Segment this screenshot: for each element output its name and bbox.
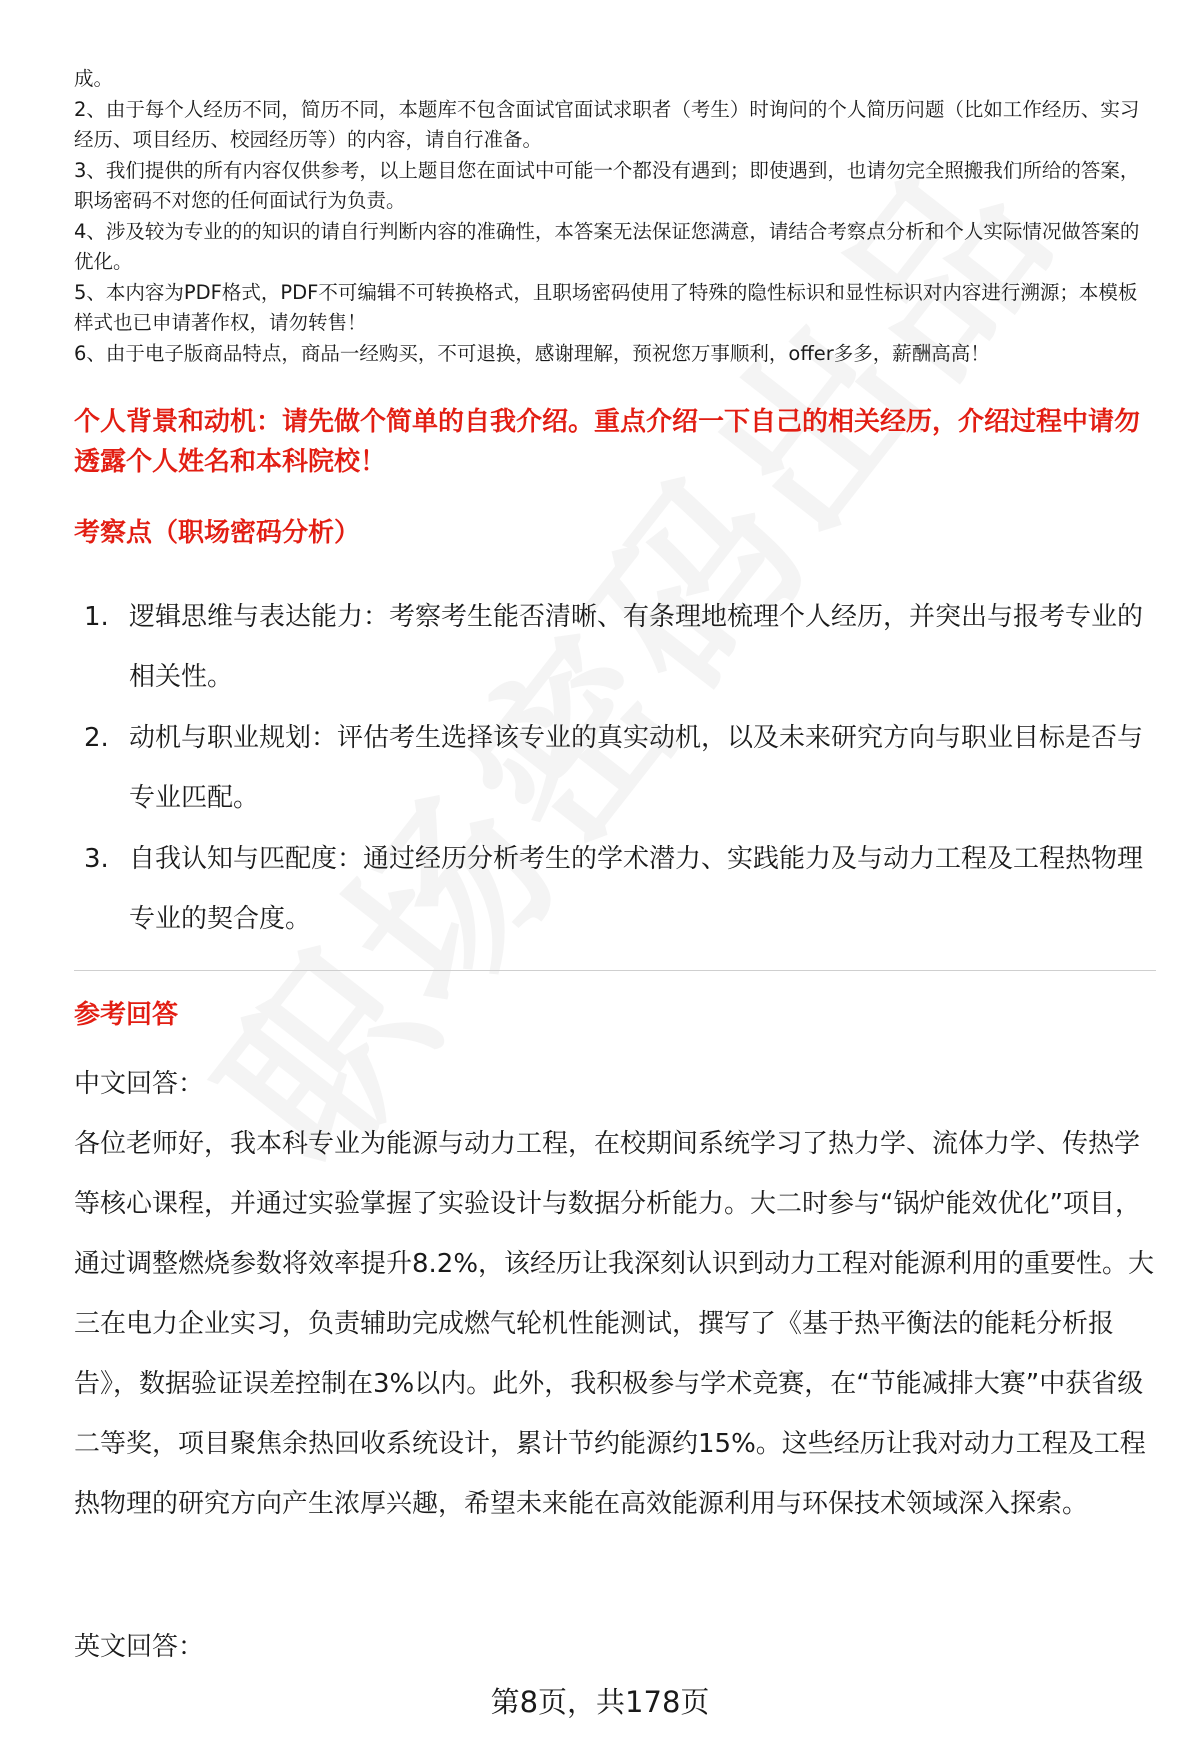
chinese-answer	[74, 1054, 1156, 1534]
point-text: 逻辑思维与表达能力：考察考生能否清晰、有条理地梳理个人经历，并突出与报考专业的相关性。	[129, 602, 1144, 692]
point-text: 自我认知与匹配度：通过经历分析考生的学术潜力、实践能力及与动力工程及工程热物理专业的契合度。	[129, 844, 1144, 934]
notice-item: 2、由于每个人经历不同，简历不同，本题库不包含面试官面试求职者（考生）时询问的个人简历问题（比如工作经历、实习经历、项目经历、校园经历等）的内容，请自行准备。	[74, 97, 1140, 151]
point-number: 2.	[84, 723, 109, 753]
analysis-point	[74, 587, 1154, 707]
analysis-heading: 考察点（职场密码分析）	[74, 518, 361, 548]
point-text: 动机与职业规划：评估考生选择该专业的真实动机，以及未来研究方向与职业目标是否与专业匹配。	[129, 723, 1144, 813]
notice-item: 5、本内容为PDF格式，PDF不可编辑不可转换格式，且职场密码使用了特殊的隐性标识和显性标识对内容进行溯源；本模板样式也已申请著作权，请勿转售！	[74, 280, 1138, 334]
analysis-point	[74, 829, 1154, 949]
chinese-answer-text: 各位老师好，我本科专业为能源与动力工程，在校期间系统学习了热力学、流体力学、传热学等核心课程，并通过实验掌握了实验设计与数据分析能力。大二时参与“锅炉能效优化”项目，通过调整燃烧参数将效率提升8.2%，该经历让我深刻认识到动力工程对能源利用的重要性。大三在电力企业实习，负责辅助完成燃气轮机性能测试，撰写了《基于热平衡法的能耗分析报告》，数据验证误差控制在3%以内。此外，我积极参与学术竞赛，在“节能减排大赛”中获省级二等奖，项目聚焦余热回收系统设计，累计节约能源约15%。这些经历让我对动力工程及工程热物理的研究方向产生浓厚兴趣，希望未来能在高效能源利用与环保技术领域深入探索。	[74, 1129, 1155, 1519]
english-answer-label: 英文回答：	[74, 1632, 205, 1662]
point-number: 1.	[84, 602, 109, 632]
point-number: 3.	[84, 844, 109, 874]
analysis-points	[74, 587, 1154, 950]
reference-heading: 参考回答	[74, 1000, 179, 1030]
notice-list	[74, 64, 1154, 369]
analysis-point	[74, 708, 1154, 828]
notice-item: 成。	[74, 67, 114, 90]
question-heading: 个人背景和动机：请先做个简单的自我介绍。重点介绍一下自己的相关经历，介绍过程中请勿透露个人姓名和本科院校！	[74, 407, 1141, 477]
notice-item: 6、由于电子版商品特点，商品一经购买，不可退换，感谢理解，预祝您万事顺利，offer多多，薪酬高高！	[74, 341, 990, 365]
page-number: 第8页，共178页	[490, 1685, 710, 1719]
notice-item: 3、我们提供的所有内容仅供参考，以上题目您在面试中可能一个都没有遇到；即使遇到，也请勿完全照搬我们所给的答案，职场密码不对您的任何面试行为负责。	[74, 158, 1140, 212]
notice-item: 4、涉及较为专业的的知识的请自行判断内容的准确性，本答案无法保证您满意，请结合考察点分析和个人实际情况做答案的优化。	[74, 219, 1140, 273]
section-divider	[74, 970, 1156, 971]
chinese-answer-label: 中文回答：	[74, 1069, 205, 1099]
